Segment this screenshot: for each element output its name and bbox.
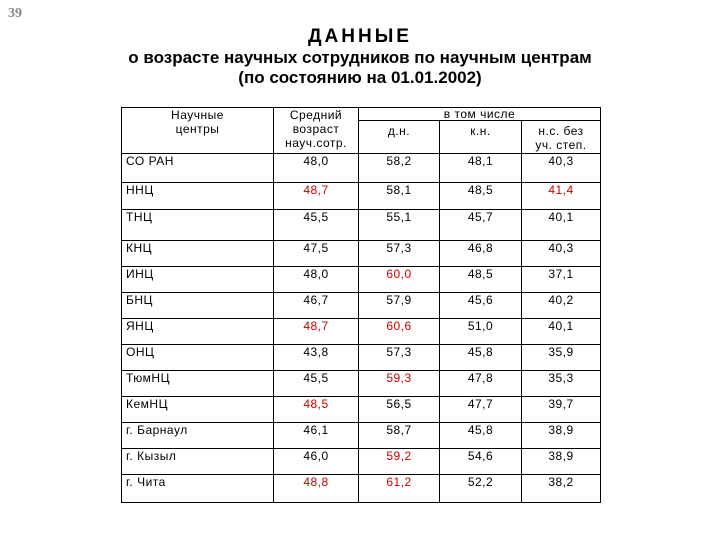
center-name-cell: ИНЦ [122, 267, 274, 293]
no-degree-age-cell: 39,7 [522, 397, 601, 423]
header-avg-line3: науч.сотр. [285, 136, 347, 150]
average-age-cell: 48,0 [274, 267, 359, 293]
candidate-sciences-age-cell: 45,6 [440, 293, 522, 319]
no-degree-age-cell: 35,3 [522, 371, 601, 397]
header-kn: к.н. [440, 121, 522, 154]
average-age-cell: 46,1 [274, 423, 359, 449]
center-name-cell: БНЦ [122, 293, 274, 319]
average-age-cell: 48,7 [274, 319, 359, 345]
doctor-sciences-age-cell: 60,6 [359, 319, 440, 345]
doctor-sciences-age-cell: 59,3 [359, 371, 440, 397]
average-age-cell: 48,0 [274, 154, 359, 183]
candidate-sciences-age-cell: 47,8 [440, 371, 522, 397]
header-including: в том числе [359, 108, 601, 121]
candidate-sciences-age-cell: 46,8 [440, 241, 522, 267]
candidate-sciences-age-cell: 52,2 [440, 475, 522, 503]
header-centers [122, 108, 274, 154]
center-name-cell: СО РАН [122, 154, 274, 183]
table-row [122, 319, 601, 345]
center-name-cell: ТюмНЦ [122, 371, 274, 397]
doctor-sciences-age-cell: 57,9 [359, 293, 440, 319]
center-name-cell: КНЦ [122, 241, 274, 267]
candidate-sciences-age-cell: 45,8 [440, 345, 522, 371]
header-ns-line1: н.с. без [538, 124, 584, 138]
doctor-sciences-age-cell: 60,0 [359, 267, 440, 293]
table-row [122, 371, 601, 397]
center-name-cell: г. Чита [122, 475, 274, 503]
no-degree-age-cell: 40,3 [522, 241, 601, 267]
candidate-sciences-age-cell: 48,5 [440, 267, 522, 293]
header-centers-line2: центры [175, 122, 220, 136]
doctor-sciences-age-cell: 55,1 [359, 210, 440, 241]
table-row [122, 345, 601, 371]
candidate-sciences-age-cell: 51,0 [440, 319, 522, 345]
table-row [122, 241, 601, 267]
average-age-cell: 46,0 [274, 449, 359, 475]
average-age-cell: 47,5 [274, 241, 359, 267]
average-age-cell: 45,5 [274, 210, 359, 241]
center-name-cell: ТНЦ [122, 210, 274, 241]
doctor-sciences-age-cell: 58,1 [359, 183, 440, 210]
header-avg-line1: Средний [289, 108, 343, 122]
no-degree-age-cell: 40,2 [522, 293, 601, 319]
table-row [122, 154, 601, 183]
average-age-cell: 46,7 [274, 293, 359, 319]
center-name-cell: КемНЦ [122, 397, 274, 423]
no-degree-age-cell: 40,1 [522, 210, 601, 241]
document-title: ДАННЫЕ [308, 26, 412, 47]
candidate-sciences-age-cell: 48,1 [440, 154, 522, 183]
center-name-cell: ОНЦ [122, 345, 274, 371]
doctor-sciences-age-cell: 58,7 [359, 423, 440, 449]
table-row [122, 293, 601, 319]
candidate-sciences-age-cell: 45,8 [440, 423, 522, 449]
no-degree-age-cell: 35,9 [522, 345, 601, 371]
table-row [122, 449, 601, 475]
header-centers-line1: Научные [171, 108, 224, 122]
average-age-cell: 45,5 [274, 371, 359, 397]
doctor-sciences-age-cell: 58,2 [359, 154, 440, 183]
header-average-age [274, 108, 359, 154]
no-degree-age-cell: 41,4 [522, 183, 601, 210]
age-data-table [121, 107, 601, 503]
no-degree-age-cell: 40,1 [522, 319, 601, 345]
table-row [122, 267, 601, 293]
header-dn: д.н. [359, 121, 440, 154]
average-age-cell: 48,7 [274, 183, 359, 210]
table-row [122, 423, 601, 449]
average-age-cell: 43,8 [274, 345, 359, 371]
header-row-top [122, 108, 601, 121]
table-row [122, 210, 601, 241]
table-row [122, 397, 601, 423]
doctor-sciences-age-cell: 59,2 [359, 449, 440, 475]
candidate-sciences-age-cell: 54,6 [440, 449, 522, 475]
no-degree-age-cell: 40,3 [522, 154, 601, 183]
no-degree-age-cell: 38,9 [522, 423, 601, 449]
center-name-cell: ННЦ [122, 183, 274, 210]
doctor-sciences-age-cell: 61,2 [359, 475, 440, 503]
table-row [122, 475, 601, 503]
header-ns [522, 121, 601, 154]
doctor-sciences-age-cell: 57,3 [359, 345, 440, 371]
document-subtitle: о возрасте научных сотрудников по научным центрам [128, 48, 592, 67]
no-degree-age-cell: 37,1 [522, 267, 601, 293]
doctor-sciences-age-cell: 57,3 [359, 241, 440, 267]
center-name-cell: г. Кызыл [122, 449, 274, 475]
candidate-sciences-age-cell: 48,5 [440, 183, 522, 210]
header-avg-line2: возраст [292, 122, 340, 136]
doctor-sciences-age-cell: 56,5 [359, 397, 440, 423]
candidate-sciences-age-cell: 45,7 [440, 210, 522, 241]
no-degree-age-cell: 38,2 [522, 475, 601, 503]
center-name-cell: ЯНЦ [122, 319, 274, 345]
center-name-cell: г. Барнаул [122, 423, 274, 449]
average-age-cell: 48,5 [274, 397, 359, 423]
average-age-cell: 48,8 [274, 475, 359, 503]
document-date-note: (по состоянию на 01.01.2002) [238, 68, 482, 87]
page-number: 39 [8, 6, 22, 21]
no-degree-age-cell: 38,9 [522, 449, 601, 475]
table-row [122, 183, 601, 210]
candidate-sciences-age-cell: 47,7 [440, 397, 522, 423]
header-ns-line2: уч. степ. [535, 138, 587, 152]
